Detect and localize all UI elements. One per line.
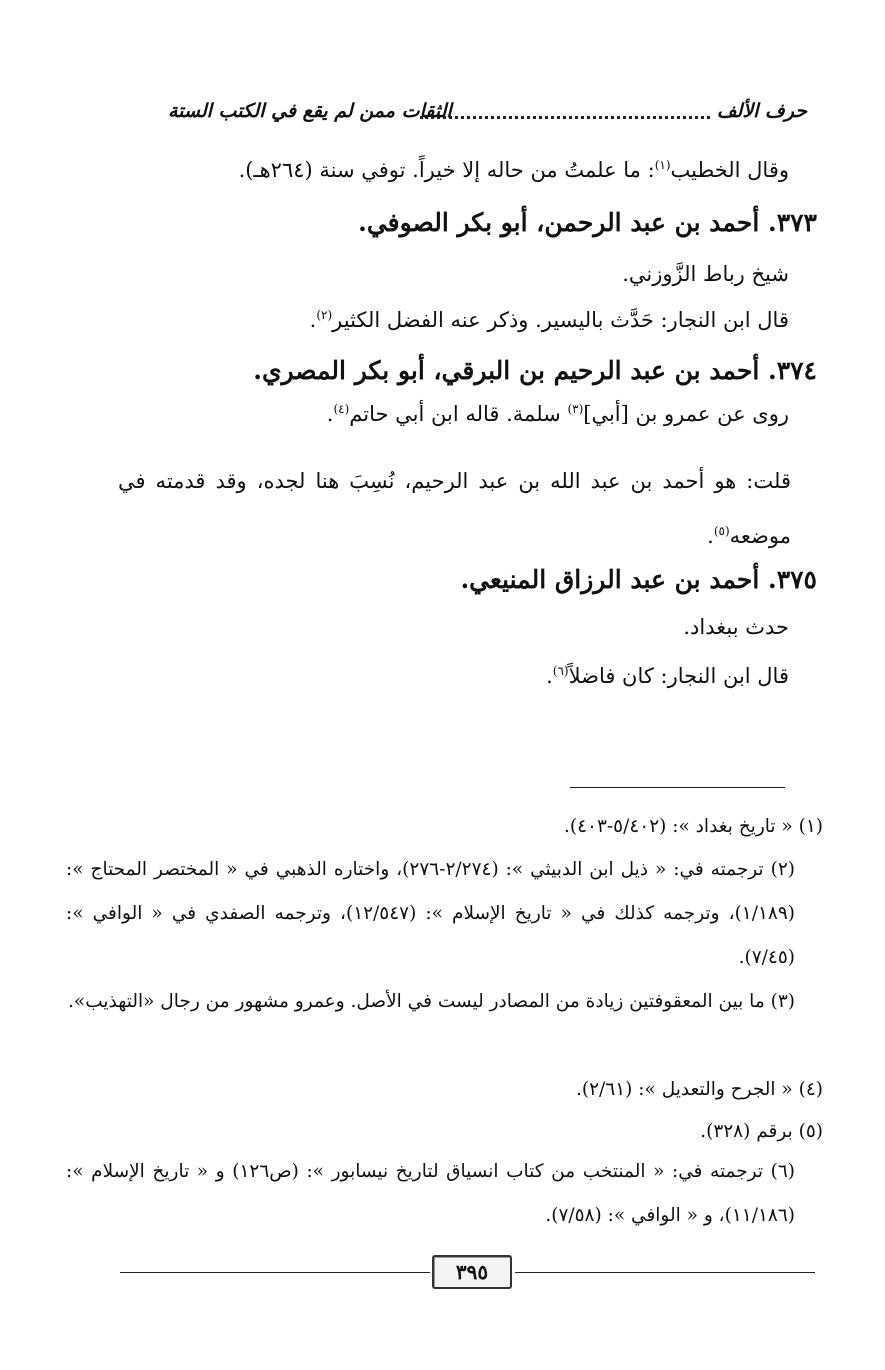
body-text: .	[546, 664, 553, 688]
body-text: روى عن عمرو بن [أبي]	[583, 402, 789, 426]
footnote-text: (٣) ما بين المعقوفتين زيادة من المصادر ليست في الأصل. وعمرو مشهور من رجال «التهذيب».	[68, 991, 795, 1012]
footnote-ref: (٥)	[713, 524, 730, 538]
footnote-ref: (٣)	[567, 402, 584, 416]
page-number: ٣٩٥	[432, 1255, 512, 1289]
body-text: سلمة. قاله ابن أبي حاتم	[349, 402, 568, 426]
footnote-4: (٤) « الجرح والتعديل »: (٢/٦١).	[576, 1079, 823, 1100]
running-header-chapter: حرف الألف	[716, 100, 807, 122]
body-text: وقال الخطيب	[670, 158, 789, 182]
footnote-ref: (٢)	[316, 308, 333, 322]
footnote-text: (٢) ترجمته في: « ذيل ابن الدبيثي »: (٢/٢٧٤-٢٧٦)، واختاره الذهبي في « المختصر المحتاج »: (١/١٨٩)، وترجمه كذلك في « تاريخ الإسلام »: (١٢/٥٤٧)، وترجمه الصفدي في « الوافي »: (٧/٤٥).	[66, 859, 795, 968]
body-text: .	[707, 524, 714, 548]
body-text: قلت: هو أحمد بن عبد الله بن عبد الرحيم، نُسِبَ هنا لجده، وقد قدمته في موضعه	[118, 469, 791, 548]
entry-heading-374: ٣٧٤. أحمد بن عبد الرحيم بن البرقي، أبو بكر المصري.	[253, 356, 817, 385]
body-line-373a: شيخ رباط الزَّوزني.	[622, 262, 789, 286]
entry-heading-375: ٣٧٥. أحمد بن عبد الرزاق المنيعي.	[460, 565, 817, 594]
footnote-ref: (٤)	[333, 402, 350, 416]
running-header-book-title: الثقات ممن لم يقع في الكتب الستة	[168, 100, 452, 122]
body-text: قال ابن النجار: كان فاضلاً	[568, 664, 789, 688]
footnote-ref: (٦)	[552, 664, 569, 678]
footnote-text: (٦) ترجمته في: « المنتخب من كتاب انسياق لتاريخ نيسابور »: (ص١٢٦) و « تاريخ الإسلام »: (١١/١٨٦)، و « الوافي »: (٧/٥٨).	[66, 1161, 796, 1226]
body-line-khatib	[239, 158, 789, 182]
footer-rule-left	[120, 1272, 430, 1273]
body-text: : ما علمتُ من حاله إلا خيراً. توفي سنة (٢٦٤هـ).	[238, 158, 655, 182]
body-line-375b	[546, 664, 789, 688]
footnote-3	[66, 980, 823, 1024]
body-text: قال ابن النجار: حَدَّث باليسير. وذكر عنه الفضل الكثير	[332, 308, 789, 332]
body-line-373b	[310, 308, 789, 332]
header-dotted-leader	[420, 104, 710, 119]
body-text: .	[326, 402, 334, 426]
footnote-2	[66, 848, 823, 980]
entry-heading-373: ٣٧٣. أحمد بن عبد الرحمن، أبو بكر الصوفي.	[358, 208, 817, 237]
footer-rule-right	[515, 1272, 815, 1273]
footnote-ref: (١)	[654, 158, 671, 172]
body-paragraph-374	[118, 456, 817, 561]
footnote-separator	[570, 787, 785, 788]
body-line-375a: حدث ببغداد.	[683, 615, 789, 639]
body-text: .	[309, 308, 317, 332]
footnote-5: (٥) برقم (٣٢٨).	[700, 1121, 823, 1142]
body-line-374a	[327, 402, 789, 426]
footnote-1: (١) « تاريخ بغداد »: (٥/٤٠٢-٤٠٣).	[563, 816, 823, 837]
footnote-6	[66, 1150, 823, 1238]
